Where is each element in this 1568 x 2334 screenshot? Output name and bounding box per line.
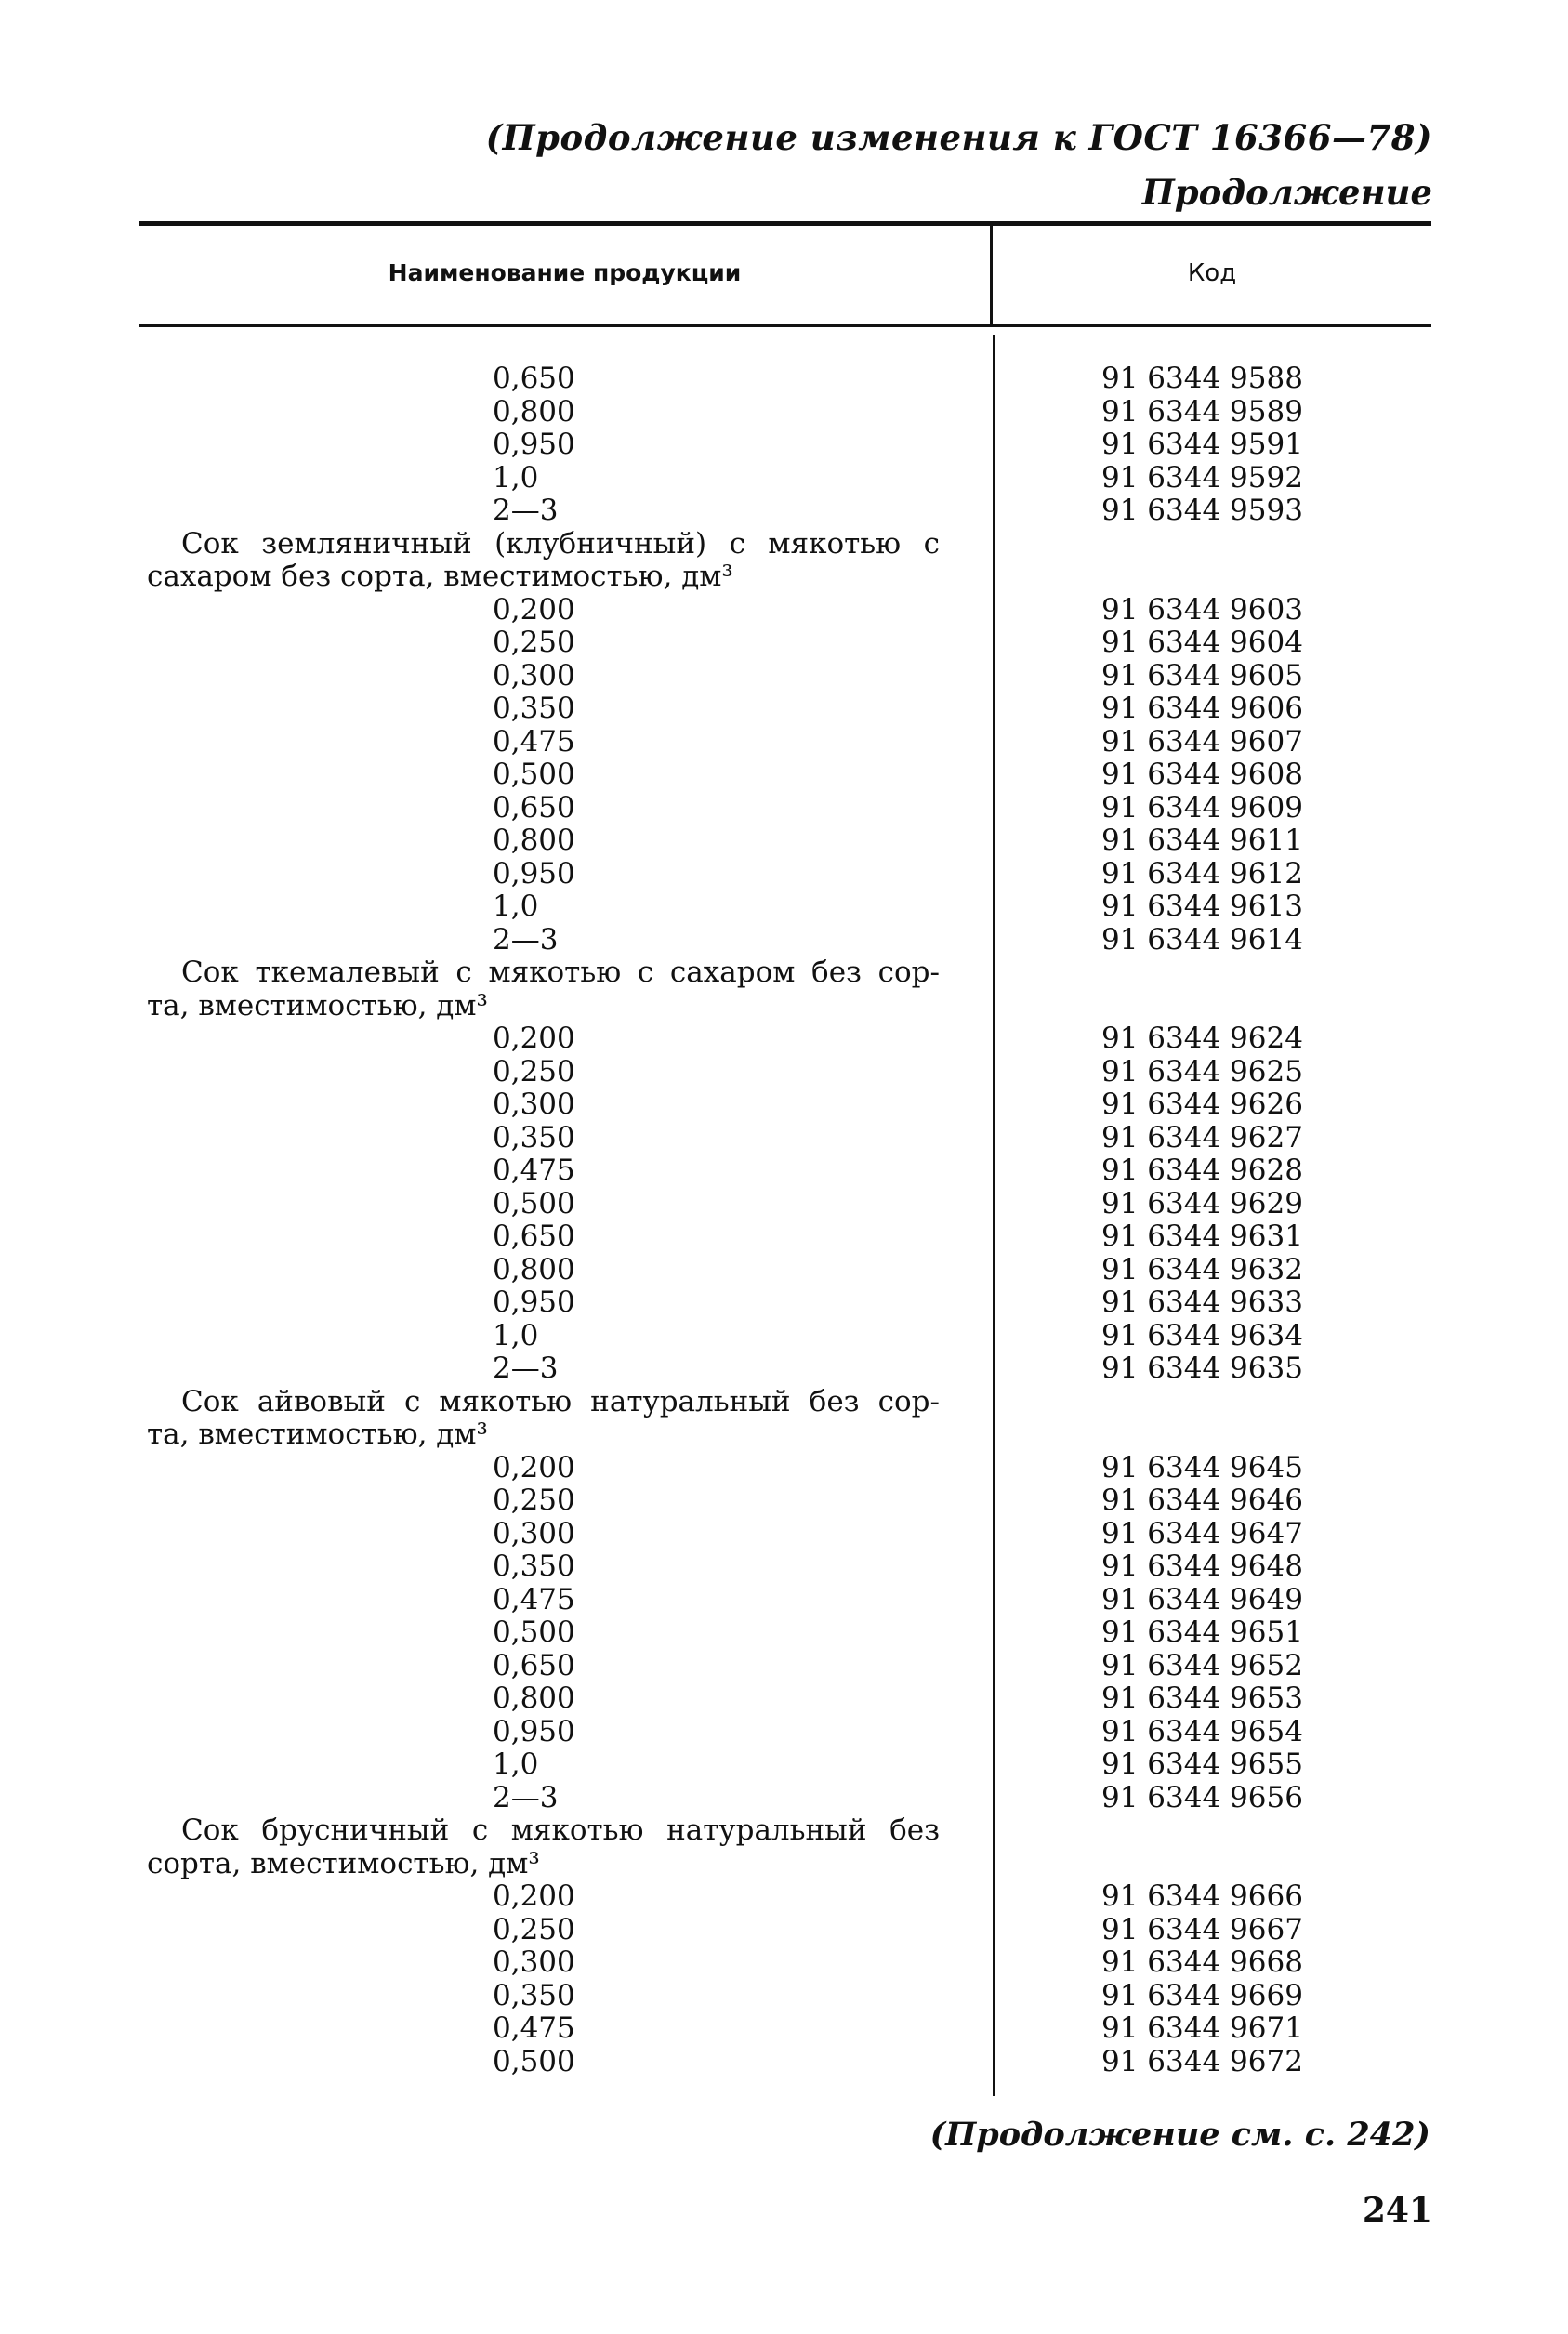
table-row <box>0 1682 1568 1716</box>
code-cell: 91 6344 9634 <box>1101 1318 1303 1352</box>
product-description: Сок айвовый с мякотью натуральный без сор- <box>181 1385 940 1418</box>
table-body <box>0 363 1568 2078</box>
volume-cell: 0,200 <box>493 1879 575 1913</box>
code-cell: 91 6344 9591 <box>1101 428 1303 461</box>
volume-cell: 0,350 <box>493 1978 575 2012</box>
volume-cell: 0,950 <box>493 428 575 461</box>
code-cell: 91 6344 9652 <box>1101 1648 1303 1682</box>
table-row <box>0 1748 1568 1782</box>
table-row <box>0 2012 1568 2046</box>
volume-cell: 0,300 <box>493 1516 575 1550</box>
code-cell: 91 6344 9656 <box>1101 1780 1303 1814</box>
table-row <box>0 1616 1568 1650</box>
volume-cell: 0,650 <box>493 362 575 395</box>
table-row <box>0 1254 1568 1287</box>
volume-cell: 2—3 <box>493 922 559 956</box>
product-description: Сок брусничный с мякотью натуральный без <box>181 1814 940 1847</box>
table-row <box>0 1122 1568 1155</box>
table-row <box>0 1352 1568 1386</box>
volume-cell: 0,650 <box>493 1648 575 1682</box>
product-description: та, вместимостью, дм³ <box>147 989 488 1022</box>
volume-cell: 0,475 <box>493 2011 575 2045</box>
table-row <box>0 2046 1568 2079</box>
code-cell: 91 6344 9629 <box>1101 1186 1303 1220</box>
product-description-row <box>0 956 1568 990</box>
volume-cell: 1,0 <box>493 460 539 494</box>
table-row <box>0 1650 1568 1683</box>
continuation-note: (Продолжение см. с. 242) <box>929 2116 1430 2154</box>
table-row <box>0 396 1568 429</box>
table-row <box>0 924 1568 957</box>
page-number: 241 <box>1362 2191 1432 2230</box>
code-cell: 91 6344 9588 <box>1101 362 1303 395</box>
volume-cell: 0,950 <box>493 1714 575 1748</box>
product-description-row <box>0 1848 1568 1881</box>
table-row <box>0 1452 1568 1485</box>
table-row <box>0 1188 1568 1221</box>
code-cell: 91 6344 9668 <box>1101 1945 1303 1979</box>
code-cell: 91 6344 9655 <box>1101 1747 1303 1781</box>
code-cell: 91 6344 9607 <box>1101 724 1303 758</box>
table-row <box>0 1716 1568 1749</box>
volume-cell: 2—3 <box>493 1780 559 1814</box>
volume-cell: 1,0 <box>493 1747 539 1781</box>
code-cell: 91 6344 9645 <box>1101 1450 1303 1484</box>
code-cell: 91 6344 9605 <box>1101 658 1303 692</box>
volume-cell: 0,500 <box>493 1615 575 1649</box>
table-row <box>0 660 1568 693</box>
code-cell: 91 6344 9593 <box>1101 494 1303 527</box>
volume-cell: 2—3 <box>493 494 559 527</box>
code-cell: 91 6344 9624 <box>1101 1022 1303 1055</box>
code-cell: 91 6344 9669 <box>1101 1978 1303 2012</box>
table-row <box>0 1088 1568 1122</box>
volume-cell: 0,650 <box>493 1220 575 1253</box>
product-description-row <box>0 1814 1568 1848</box>
table-row <box>0 726 1568 759</box>
column-header-code: Код <box>1187 259 1237 287</box>
table-row <box>0 363 1568 396</box>
table-row <box>0 462 1568 495</box>
product-description: сахаром без сорта, вместимостью, дм³ <box>147 560 733 593</box>
volume-cell: 0,500 <box>493 2044 575 2078</box>
code-cell: 91 6344 9614 <box>1101 922 1303 956</box>
product-description: Сок ткемалевый с мякотью с сахаром без сор- <box>181 956 940 989</box>
table-row <box>0 1220 1568 1254</box>
code-cell: 91 6344 9632 <box>1101 1252 1303 1286</box>
code-cell: 91 6344 9649 <box>1101 1582 1303 1616</box>
code-cell: 91 6344 9609 <box>1101 790 1303 824</box>
table-row <box>0 858 1568 891</box>
table-row <box>0 1518 1568 1551</box>
volume-cell: 0,250 <box>493 626 575 659</box>
code-cell: 91 6344 9671 <box>1101 2011 1303 2045</box>
product-description: Сок земляничный (клубничный) с мякотью с <box>181 527 940 560</box>
volume-cell: 0,950 <box>493 856 575 890</box>
code-cell: 91 6344 9631 <box>1101 1220 1303 1253</box>
code-cell: 91 6344 9646 <box>1101 1483 1303 1517</box>
table-row <box>0 824 1568 858</box>
volume-cell: 0,200 <box>493 1450 575 1484</box>
product-description: сорта, вместимостью, дм³ <box>147 1847 540 1880</box>
product-description-row <box>0 990 1568 1023</box>
table-row <box>0 1484 1568 1518</box>
product-description-row <box>0 528 1568 561</box>
code-cell: 91 6344 9653 <box>1101 1681 1303 1715</box>
table-row <box>0 594 1568 627</box>
code-cell: 91 6344 9654 <box>1101 1714 1303 1748</box>
table-row <box>0 890 1568 924</box>
table-row <box>0 1946 1568 1980</box>
table-row <box>0 1880 1568 1914</box>
table-row <box>0 1320 1568 1353</box>
table-row <box>0 792 1568 825</box>
volume-cell: 0,800 <box>493 1681 575 1715</box>
table-row <box>0 1782 1568 1815</box>
code-cell: 91 6344 9625 <box>1101 1054 1303 1088</box>
code-cell: 91 6344 9611 <box>1101 824 1303 857</box>
volume-cell: 0,200 <box>493 592 575 626</box>
volume-cell: 0,475 <box>493 1154 575 1187</box>
volume-cell: 0,800 <box>493 824 575 857</box>
code-cell: 91 6344 9628 <box>1101 1154 1303 1187</box>
table-row <box>0 429 1568 462</box>
table-row <box>0 1550 1568 1584</box>
volume-cell: 0,475 <box>493 1582 575 1616</box>
code-cell: 91 6344 9589 <box>1101 394 1303 429</box>
code-cell: 91 6344 9647 <box>1101 1516 1303 1550</box>
code-cell: 91 6344 9608 <box>1101 758 1303 791</box>
volume-cell: 0,250 <box>493 1483 575 1517</box>
code-cell: 91 6344 9626 <box>1101 1088 1303 1121</box>
volume-cell: 0,500 <box>493 1186 575 1220</box>
table-header-rule <box>139 324 1431 327</box>
volume-cell: 0,350 <box>493 1120 575 1154</box>
product-description-row <box>0 1418 1568 1452</box>
table-row <box>0 692 1568 726</box>
table-row <box>0 1154 1568 1188</box>
continuation-label: Продолжение <box>1141 172 1432 213</box>
table-row <box>0 1980 1568 2013</box>
code-cell: 91 6344 9648 <box>1101 1549 1303 1583</box>
code-cell: 91 6344 9672 <box>1101 2044 1303 2078</box>
code-cell: 91 6344 9592 <box>1101 460 1303 494</box>
code-cell: 91 6344 9612 <box>1101 856 1303 890</box>
code-cell: 91 6344 9603 <box>1101 592 1303 626</box>
table-row <box>0 1286 1568 1320</box>
table-row <box>0 626 1568 660</box>
volume-cell: 2—3 <box>493 1352 559 1385</box>
table-row <box>0 494 1568 528</box>
table-row <box>0 758 1568 792</box>
product-description-row <box>0 560 1568 594</box>
code-cell: 91 6344 9666 <box>1101 1879 1303 1913</box>
code-cell: 91 6344 9606 <box>1101 692 1303 725</box>
running-head: (Продолжение изменения к ГОСТ 16366—78) <box>485 117 1432 158</box>
table-row <box>0 1914 1568 1947</box>
volume-cell: 0,500 <box>493 758 575 791</box>
volume-cell: 1,0 <box>493 890 539 923</box>
code-cell: 91 6344 9627 <box>1101 1120 1303 1154</box>
volume-cell: 0,350 <box>493 1549 575 1583</box>
volume-cell: 0,650 <box>493 790 575 824</box>
volume-cell: 0,200 <box>493 1022 575 1055</box>
volume-cell: 0,300 <box>493 658 575 692</box>
code-cell: 91 6344 9604 <box>1101 626 1303 659</box>
table-top-rule <box>139 221 1431 226</box>
volume-cell: 0,300 <box>493 1088 575 1121</box>
volume-cell: 1,0 <box>493 1318 539 1352</box>
column-header-name: Наименование продукции <box>388 259 742 286</box>
volume-cell: 0,300 <box>493 1945 575 1979</box>
code-cell: 91 6344 9635 <box>1101 1352 1303 1385</box>
volume-cell: 0,800 <box>493 394 575 429</box>
code-cell: 91 6344 9613 <box>1101 890 1303 923</box>
code-cell: 91 6344 9651 <box>1101 1615 1303 1649</box>
table-row <box>0 1584 1568 1617</box>
volume-cell: 0,250 <box>493 1912 575 1946</box>
product-description: та, вместимостью, дм³ <box>147 1418 488 1451</box>
code-cell: 91 6344 9633 <box>1101 1286 1303 1319</box>
table-row <box>0 1022 1568 1056</box>
volume-cell: 0,250 <box>493 1054 575 1088</box>
volume-cell: 0,350 <box>493 692 575 725</box>
volume-cell: 0,950 <box>493 1286 575 1319</box>
volume-cell: 0,475 <box>493 724 575 758</box>
product-description-row <box>0 1386 1568 1419</box>
table-row <box>0 1056 1568 1089</box>
volume-cell: 0,800 <box>493 1252 575 1286</box>
code-cell: 91 6344 9667 <box>1101 1912 1303 1946</box>
